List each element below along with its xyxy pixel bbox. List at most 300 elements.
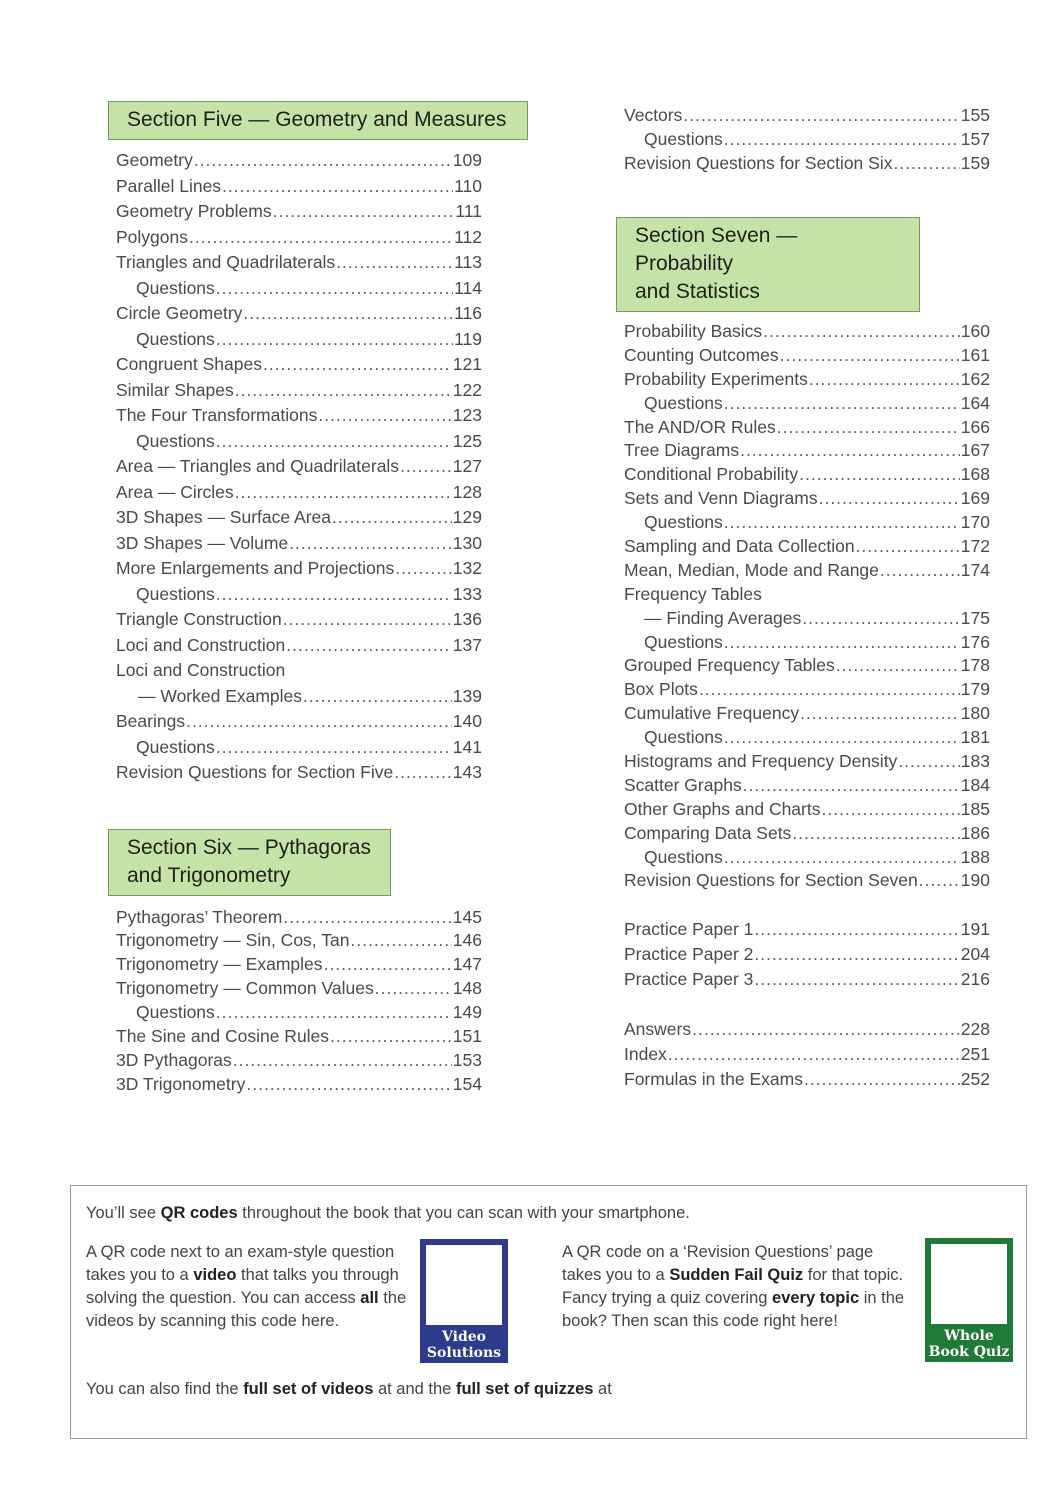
toc-leader-dots [804,1067,960,1092]
toc-entry-page: 176 [960,631,990,652]
toc-entry-title: Scatter Graphs [624,774,742,795]
toc-entry-title: Trigonometry — Sin, Cos, Tan [116,930,350,951]
toc-entry[interactable] [624,439,990,463]
toc-leader-dots [395,556,452,582]
toc-entry[interactable] [624,798,990,822]
toc-leader-dots [724,846,960,870]
toc-entry-title: Vectors [624,105,683,125]
toc-leader-dots [740,439,960,463]
toc-entry[interactable] [116,556,482,582]
toc-leader-dots [699,678,960,702]
toc-entry[interactable] [624,774,990,798]
toc-entry-title: 3D Trigonometry [116,1073,246,1094]
toc-entry[interactable] [624,869,990,893]
toc-entry[interactable] [624,750,990,774]
video-text-3: the videos by scanning this code here. [86,1289,407,1330]
toc-entry[interactable] [116,658,482,684]
toc-entry-title: Practice Paper 1 [624,919,754,940]
toc-entry-title: Probability Basics [624,321,763,341]
toc-leader-dots [780,344,960,368]
toc-entry-page: 129 [452,507,482,527]
toc-entry-title: Sampling and Data Collection [624,536,855,557]
toc-entry-page: 174 [960,559,990,580]
toc-leader-dots [273,199,455,225]
toc-leader-dots [283,607,452,633]
toc-entry[interactable] [116,378,482,404]
toc-entry-title: Parallel Lines [116,175,222,196]
toc-leader-dots [243,301,453,327]
toc-entry-title: Trigonometry — Common Values [116,978,374,999]
toc-leader-dots [724,392,960,416]
toc-leader-dots [819,487,960,511]
toc-entry-page: 161 [960,344,990,365]
whole-book-quiz-label [925,1324,1013,1362]
video-solutions-qr-code[interactable] [420,1239,508,1363]
toc-entry-title: Formulas in the Exams [624,1069,803,1090]
toc-entry-title: Bearings [116,711,186,731]
toc-entry-title: Frequency Tables [624,583,762,604]
toc-leader-dots [216,582,452,608]
toc-entry-title: Revision Questions for Section Five [116,762,394,782]
toc-entry-page: 179 [960,679,990,700]
toc-leader-dots [332,505,452,531]
toc-entry-title: — Finding Averages [644,607,802,628]
toc-entry[interactable] [116,531,482,557]
toc-entry-page: 113 [454,252,482,272]
toc-entry[interactable] [624,654,990,678]
quiz-bold-1: Sudden Fail Quiz [669,1266,804,1284]
toc-entry-title: Questions [136,328,215,349]
toc-leader-dots [235,480,452,506]
toc-entry-title: Comparing Data Sets [624,822,792,843]
toc-entry[interactable] [116,505,482,531]
toc-leader-dots [235,378,452,404]
qr-info-box [70,1185,1027,1439]
toc-entry-title: Box Plots [624,679,698,700]
toc-leader-dots [289,531,452,557]
toc-entry-title: Area — Circles [116,481,234,502]
toc-entry[interactable] [624,1067,990,1092]
footer-bold-1: full set of videos [243,1380,374,1398]
toc-entry-page: 109 [452,150,482,170]
toc-entry-page: 184 [960,774,990,795]
toc-entry-page: 191 [960,919,990,940]
toc-entry-title: Questions [644,392,723,413]
toc-leader-dots [683,103,959,127]
toc-entry-title: Questions [136,277,215,298]
toc-entry-title: Questions [136,430,215,451]
toc-entry[interactable] [116,148,482,174]
section-six-heading [108,829,391,896]
toc-entry-page: 186 [960,822,990,843]
toc-leader-dots [754,917,959,942]
toc-entry[interactable] [116,906,482,930]
toc-entry[interactable] [116,633,482,659]
toc-leader-dots [836,654,960,678]
toc-entry-title: Mean, Median, Mode and Range [624,559,879,580]
toc-leader-dots [802,607,960,631]
toc-leader-dots [216,429,452,455]
toc-entry-page: 147 [452,954,482,975]
toc-entry[interactable] [116,1073,482,1097]
toc-entry-title: Pythagoras’ Theorem [116,906,283,927]
toc-entry-title: Answers [624,1019,692,1040]
section-five-list [116,148,482,786]
toc-entry[interactable] [624,678,990,702]
toc-entry-title: Circle Geometry [116,303,243,323]
toc-entry-page: 146 [452,930,482,951]
toc-entry-page: 154 [452,1073,482,1094]
toc-entry-title: Questions [644,727,723,748]
qr-intro-text-1: You’ll see [86,1204,161,1222]
toc-entry-title: Revision Questions for Section Seven [624,870,918,891]
toc-entry-page: 143 [452,762,482,782]
toc-entry-title: Tree Diagrams [624,440,740,461]
toc-entry[interactable] [624,822,990,846]
toc-leader-dots [919,869,960,893]
toc-entry-title: 3D Shapes — Volume [116,532,289,553]
practice-papers-list [624,917,990,992]
toc-entry[interactable] [624,917,990,942]
toc-entry-page: 137 [452,634,482,655]
toc-leader-dots [216,1001,452,1025]
toc-entry-page: 175 [960,607,990,628]
toc-entry-page: 157 [960,129,990,149]
toc-entry-page: 228 [960,1019,990,1040]
toc-entry-title: Probability Experiments [624,368,808,389]
toc-entry-page: 139 [452,685,482,706]
toc-entry[interactable] [116,607,482,633]
video-label-line2: Solutions [426,1345,502,1361]
toc-entry-page: 181 [960,727,990,748]
toc-entry-title: 3D Pythagoras [116,1049,232,1070]
toc-entry[interactable] [116,977,482,1001]
toc-leader-dots [692,1017,960,1042]
toc-leader-dots [303,684,452,710]
toc-entry[interactable] [116,760,482,786]
toc-entry[interactable] [624,631,990,655]
toc-entry-title: More Enlargements and Projections [116,558,395,578]
toc-entry[interactable] [116,301,482,327]
toc-leader-dots [216,735,452,761]
toc-entry[interactable] [116,225,482,251]
toc-leader-dots [800,702,960,726]
toc-entry-title: Conditional Probability [624,464,799,485]
toc-entry-title: Other Graphs and Charts [624,798,821,819]
toc-entry-page: 190 [960,870,990,891]
toc-leader-dots [233,1049,452,1073]
toc-entry-title: The Four Transformations [116,405,318,425]
footer-text-1: You can also find the [86,1380,244,1398]
toc-entry-title: Questions [644,129,723,149]
toc-leader-dots [324,953,452,977]
toc-entry-page: 170 [960,512,990,533]
toc-entry-page: 204 [960,944,990,965]
toc-leader-dots [754,967,959,992]
toc-leader-dots [724,726,960,750]
quiz-label-line2: Book Quiz [928,1344,1010,1360]
quiz-text-3: in the book? Then scan this code right here! [562,1289,905,1330]
video-bold-2: all [360,1289,379,1307]
toc-entry-title: Loci and Construction [116,634,286,655]
toc-entry[interactable] [116,929,482,953]
toc-entry-page: 164 [960,392,990,413]
toc-entry-title: Congruent Shapes [116,354,262,374]
toc-leader-dots [799,463,960,487]
toc-entry[interactable] [624,607,990,631]
toc-entry[interactable] [624,1017,990,1042]
toc-entry[interactable] [624,103,990,127]
toc-entry[interactable] [116,1025,482,1049]
toc-leader-dots [286,633,452,659]
quiz-text-1: A QR code on a ‘Revision Questions’ page takes you to a [562,1243,874,1284]
toc-entry-page: 169 [960,488,990,509]
toc-entry-page: 166 [960,416,990,437]
toc-leader-dots [856,535,960,559]
toc-entry[interactable] [116,327,482,353]
toc-entry[interactable] [116,582,482,608]
video-text-2: that talks you through solving the question. You can access [86,1266,399,1307]
toc-entry-page: 180 [960,703,990,724]
toc-leader-dots [880,559,960,583]
toc-entry[interactable] [116,480,482,506]
toc-entry-page: 251 [960,1044,990,1065]
section-six-continued-list [624,103,990,175]
quiz-bold-2: every topic [772,1289,860,1307]
toc-entry-page: 140 [452,711,482,731]
toc-entry-page: 141 [452,736,482,757]
toc-entry-title: Questions [136,1002,215,1023]
video-solutions-label [420,1325,508,1363]
section-five-title: Section Five — Geometry and Measures [127,108,507,131]
video-bold-1: video [193,1266,237,1284]
toc-entry-title: Questions [644,631,723,652]
toc-entry[interactable] [116,1001,482,1025]
toc-entry[interactable] [624,535,990,559]
toc-leader-dots [724,631,960,655]
toc-leader-dots [763,320,960,344]
toc-entry-page: 188 [960,846,990,867]
qr-intro-bold: QR codes [160,1204,238,1222]
toc-leader-dots [809,368,960,392]
toc-entry-page: 185 [960,798,990,819]
section-seven-title-line1: Section Seven — Probability [635,224,798,275]
toc-entry[interactable] [116,250,482,276]
toc-entry[interactable] [116,174,482,200]
footer-text-2: at and the [373,1380,456,1398]
toc-leader-dots [743,774,960,798]
toc-entry-page: 130 [452,532,482,553]
toc-entry[interactable] [624,151,990,175]
toc-entry[interactable] [624,368,990,392]
toc-entry-page: 133 [452,583,482,604]
toc-entry-title: Questions [136,736,215,757]
toc-entry[interactable] [116,276,482,302]
toc-entry-title: Cumulative Frequency [624,703,800,724]
toc-entry-title: Grouped Frequency Tables [624,655,835,676]
toc-entry-page: 114 [454,277,482,298]
toc-entry-page: 122 [452,379,482,400]
quiz-label-line1: Whole [944,1328,994,1344]
toc-entry-title: Loci and Construction [116,660,286,680]
toc-leader-dots [189,225,453,251]
toc-entry-title: Index [624,1044,667,1065]
section-seven-heading [616,217,920,312]
toc-entry-page: 162 [960,368,990,389]
toc-entry[interactable] [624,416,990,440]
toc-entry-title: Triangle Construction [116,609,282,629]
toc-leader-dots [216,276,453,302]
toc-entry[interactable] [624,846,990,870]
toc-entry-page: 121 [452,354,482,374]
toc-entry[interactable] [624,726,990,750]
toc-entry-title: Geometry [116,150,193,170]
toc-entry-title: Geometry Problems [116,201,272,221]
toc-entry-page: 153 [452,1049,482,1070]
toc-entry-page: 123 [452,405,482,425]
toc-entry-title: Counting Outcomes [624,344,779,365]
toc-entry[interactable] [116,403,482,429]
toc-entry-page: 149 [452,1002,482,1023]
toc-leader-dots [330,1025,452,1049]
toc-leader-dots [375,977,452,1001]
toc-entry-title: Histograms and Frequency Density [624,751,898,772]
toc-entry[interactable] [624,127,990,151]
toc-leader-dots [350,929,451,953]
toc-leader-dots [336,250,453,276]
toc-entry[interactable] [624,702,990,726]
toc-entry-title: Questions [136,583,215,604]
toc-entry-title: Trigonometry — Examples [116,954,323,975]
toc-entry-page: 136 [452,609,482,629]
toc-leader-dots [246,1073,451,1097]
toc-entry-page: 125 [452,430,482,451]
toc-entry-title: 3D Shapes — Surface Area [116,507,331,527]
toc-entry-title: Practice Paper 3 [624,969,754,990]
toc-entry[interactable] [116,454,482,480]
toc-entry[interactable] [116,735,482,761]
toc-leader-dots [216,327,453,353]
toc-entry-page: 160 [960,321,990,341]
toc-entry[interactable] [116,1049,482,1073]
toc-entry[interactable] [116,352,482,378]
toc-entry-title: The AND/OR Rules [624,416,776,437]
toc-entry[interactable] [624,942,990,967]
toc-entry-title: Triangles and Quadrilaterals [116,252,336,272]
toc-entry[interactable] [624,344,990,368]
toc-leader-dots [394,760,452,786]
toc-entry[interactable] [116,953,482,977]
toc-entry-page: 111 [455,201,482,221]
video-qr-text [86,1241,416,1333]
toc-leader-dots [194,148,452,174]
toc-entry-title: Polygons [116,226,188,247]
toc-entry-title: — Worked Examples [138,685,303,706]
qr-footer [86,1378,986,1401]
back-matter-list [624,1017,990,1092]
toc-entry[interactable] [624,967,990,992]
toc-entry-title: The Sine and Cosine Rules [116,1025,330,1046]
toc-entry-page: 148 [452,978,482,999]
toc-entry-title: Area — Triangles and Quadrilaterals [116,456,400,476]
toc-entry[interactable] [624,511,990,535]
qr-intro-text-2: throughout the book that you can scan with your smartphone. [237,1204,690,1222]
quiz-text-2: for that topic. Fancy trying a quiz covering [562,1266,904,1307]
toc-left-column [108,101,528,1097]
toc-leader-dots [792,822,959,846]
toc-entry-title: Revision Questions for Section Six [624,153,893,173]
toc-entry-title: Questions [644,846,723,867]
toc-leader-dots [318,403,451,429]
toc-entry-title: Similar Shapes [116,379,234,400]
toc-leader-dots [263,352,452,378]
toc-entry[interactable] [116,429,482,455]
toc-entry-page: 252 [960,1069,990,1090]
toc-entry-page: 172 [960,536,990,557]
footer-bold-2: full set of quizzes [455,1380,594,1398]
section-five-heading [108,101,528,140]
toc-entry-page: 167 [960,440,990,461]
toc-leader-dots [893,151,959,175]
toc-leader-dots [724,511,960,535]
quiz-qr-text [562,1241,907,1333]
toc-entry-page: 159 [960,153,990,173]
toc-entry-page: 127 [452,456,482,476]
section-six-title-line1: Section Six — Pythagoras [127,835,371,859]
footer-text-3: at [593,1380,612,1398]
toc-entry[interactable] [624,583,990,607]
toc-entry[interactable] [624,320,990,344]
section-six-title-line2: and Trigonometry [127,863,291,887]
toc-entry-page: 132 [452,558,482,578]
toc-entry-page: 216 [960,969,990,990]
toc-entry[interactable] [624,463,990,487]
toc-leader-dots [724,127,960,151]
toc-entry-page: 128 [452,481,482,502]
toc-leader-dots [898,750,959,774]
qr-intro [86,1202,986,1225]
toc-leader-dots [777,416,960,440]
toc-entry-page: 112 [454,226,482,247]
toc-entry-title: Practice Paper 2 [624,944,754,965]
toc-leader-dots [821,798,959,822]
video-text-1: A QR code next to an exam-style question takes you to a [86,1243,395,1284]
toc-leader-dots [283,906,451,930]
toc-entry-page: 116 [454,303,482,323]
section-six-list [116,906,482,1097]
toc-leader-dots [668,1042,960,1067]
toc-leader-dots [186,709,452,735]
toc-entry[interactable] [116,684,482,710]
section-seven-list [624,320,990,893]
toc-entry-page: 151 [452,1025,482,1046]
toc-leader-dots [754,942,959,967]
toc-entry-page: 145 [452,906,482,927]
toc-entry-title: Questions [644,512,723,533]
section-seven-title-line2: and Statistics [635,280,760,303]
toc-entry-title: Sets and Venn Diagrams [624,488,818,509]
toc-entry[interactable] [116,199,482,225]
toc-right-column [616,101,996,1092]
toc-entry-page: 183 [960,751,990,772]
toc-entry[interactable] [624,1042,990,1067]
toc-entry[interactable] [624,559,990,583]
toc-entry-page: 119 [454,328,482,349]
whole-book-quiz-qr-code[interactable] [925,1238,1013,1362]
toc-entry[interactable] [624,487,990,511]
toc-entry[interactable] [624,392,990,416]
toc-entry[interactable] [116,709,482,735]
